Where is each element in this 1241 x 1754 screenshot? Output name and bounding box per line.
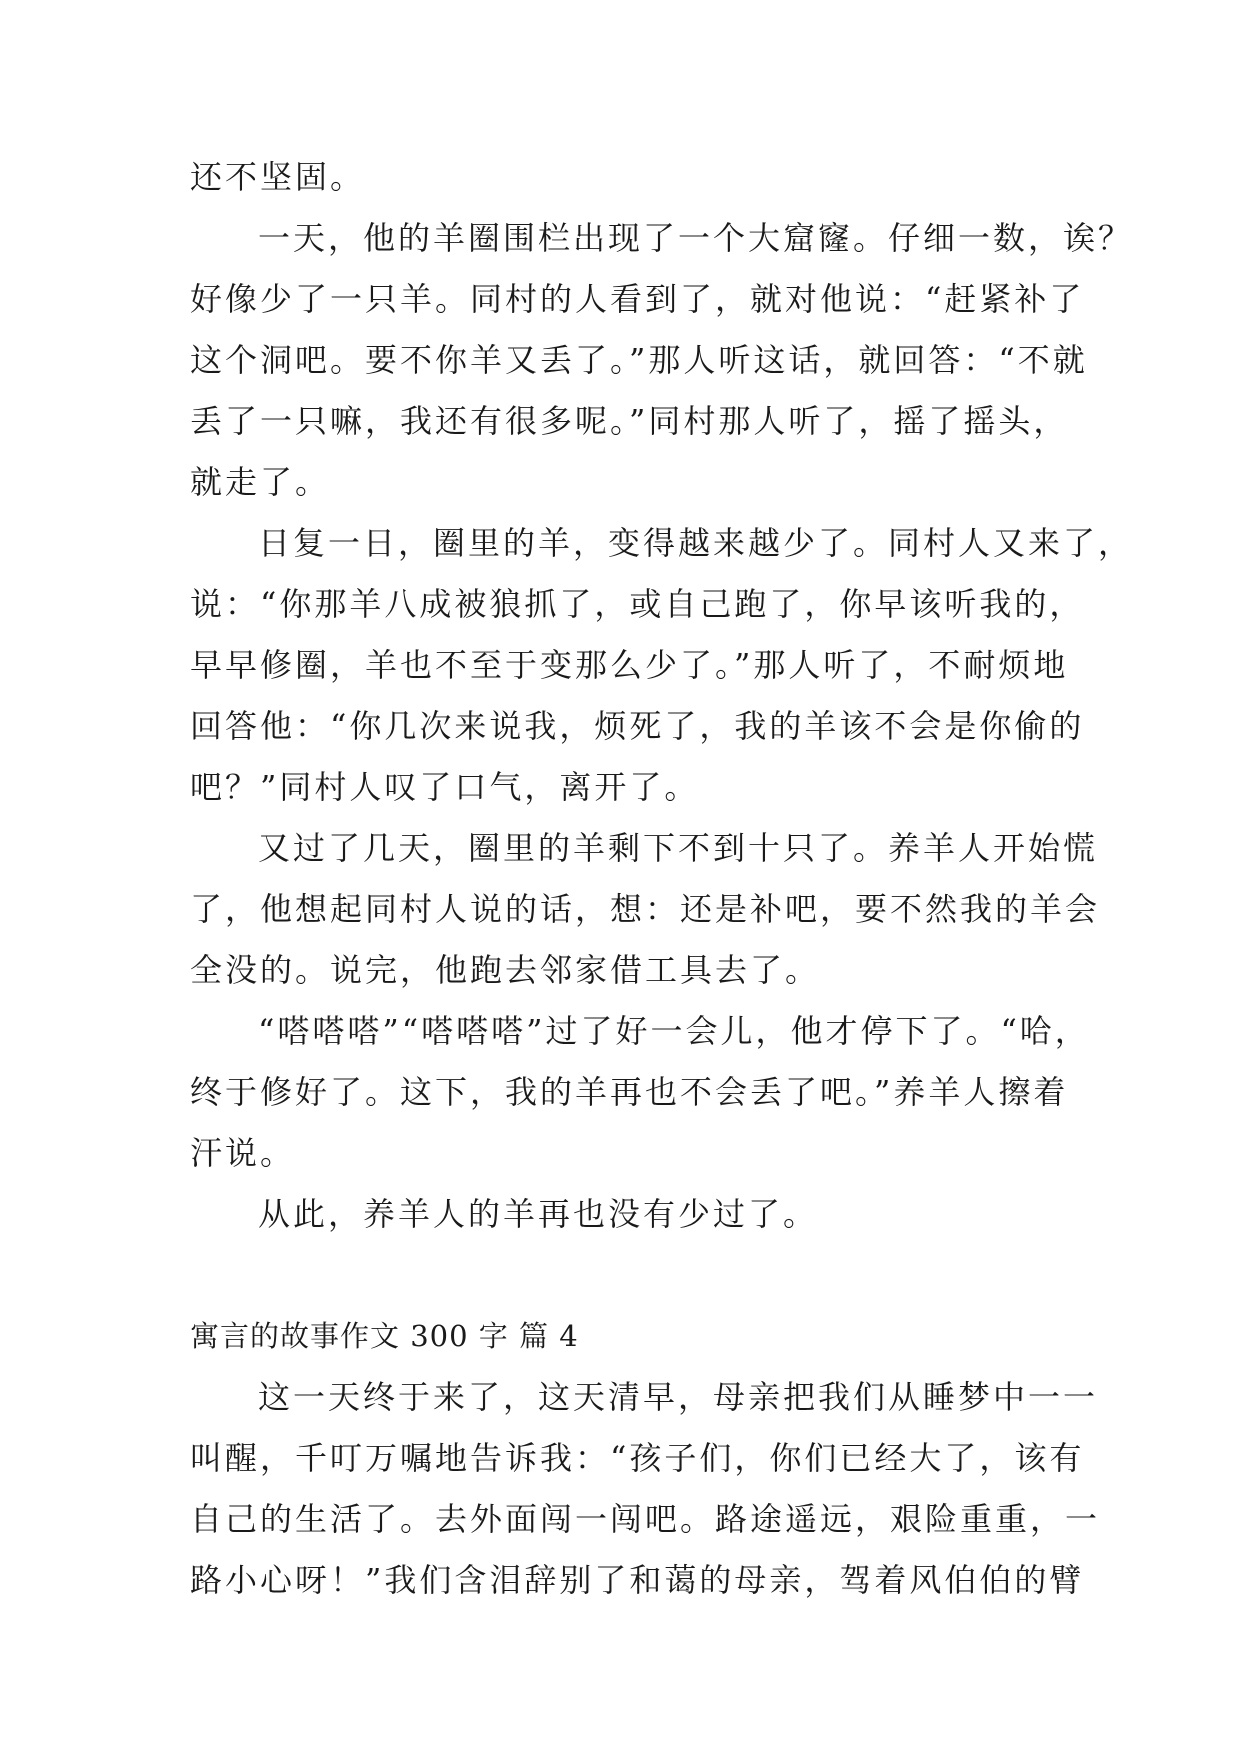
paragraph-line: 又过了几天，圈里的羊剩下不到十只了。养羊人开始慌 [258, 829, 1099, 867]
paragraph-line: 说：“你那羊八成被狼抓了，或自己跑了，你早该听我的， [190, 585, 1085, 623]
paragraph-line: 还不坚固。 [190, 158, 366, 196]
paragraph-line: 日复一日，圈里的羊，变得越来越少了。同村人又来了， [258, 524, 1134, 562]
section-heading: 寓言的故事作文 300 字 篇 4 [190, 1319, 579, 1353]
paragraph-line: 叫醒，千叮万嘱地告诉我：“孩子们，你们已经大了，该有 [190, 1439, 1085, 1477]
paragraph-line: 吧？”同村人叹了口气，离开了。 [190, 768, 700, 806]
paragraph-line: 从此，养羊人的羊再也没有少过了。 [258, 1195, 819, 1233]
paragraph-line: 了，他想起同村人说的话，想：还是补吧，要不然我的羊会 [190, 890, 1101, 928]
paragraph-line: 好像少了一只羊。同村的人看到了，就对他说：“赶紧补了 [190, 280, 1085, 318]
paragraph-line: 早早修圈，羊也不至于变那么少了。”那人听了，不耐烦地 [190, 646, 1069, 684]
paragraph-line: 这个洞吧。要不你羊又丢了。”那人听这话，就回答：“不就 [190, 341, 1088, 379]
paragraph-line: 汗说。 [190, 1134, 296, 1172]
paragraph-line: 终于修好了。这下，我的羊再也不会丢了吧。”养羊人擦着 [190, 1073, 1069, 1111]
paragraph-line: 就走了。 [190, 463, 331, 501]
paragraph-line: 路小心呀！”我们含泪辞别了和蔼的母亲，驾着风伯伯的臂 [190, 1561, 1085, 1599]
paragraph-line: 自己的生活了。去外面闯一闯吧。路途遥远，艰险重重，一 [190, 1500, 1101, 1538]
paragraph-line: 回答他：“你几次来说我，烦死了，我的羊该不会是你偷的 [190, 707, 1085, 745]
paragraph-line: 丢了一只嘛，我还有很多呢。”同村那人听了，摇了摇头， [190, 402, 1069, 440]
paragraph-line: 这一天终于来了，这天清早，母亲把我们从睡梦中一一 [258, 1378, 1099, 1416]
paragraph-line: “嗒嗒嗒”“嗒嗒嗒”过了好一会儿，他才停下了。“哈， [258, 1012, 1090, 1050]
paragraph-line: 全没的。说完，他跑去邻家借工具去了。 [190, 951, 821, 989]
paragraph-line: 一天，他的羊圈围栏出现了一个大窟窿。仔细一数，诶？ [258, 219, 1134, 257]
